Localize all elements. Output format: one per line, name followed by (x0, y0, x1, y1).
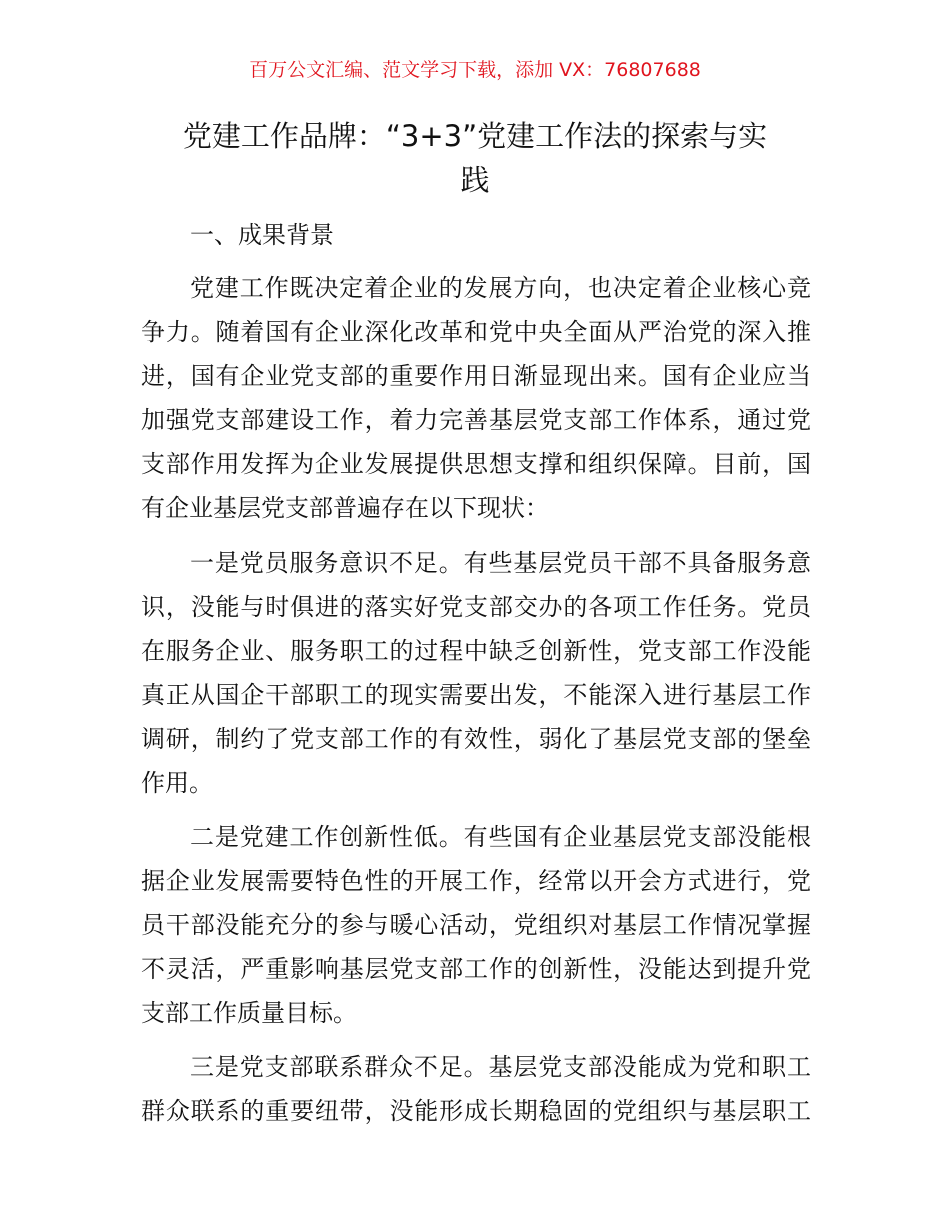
paragraph-1-line-5: 支部作用发挥为企业发展提供思想支撑和组织保障。目前，国 (141, 450, 811, 478)
paragraph-1-line-6: 有企业基层党支部普遍存在以下现状： (141, 494, 549, 522)
paragraph-1-line-2: 争力。随着国有企业深化改革和党中央全面从严治党的深入推 (141, 318, 811, 346)
paragraph-3-line-2: 据企业发展需要特色性的开展工作，经常以开会方式进行，党 (141, 867, 811, 895)
paragraph-2-line-1: 一是党员服务意识不足。有些基层党员干部不具备服务意 (190, 549, 811, 577)
paragraph-1-line-4: 加强党支部建设工作，着力完善基层党支部工作体系，通过党 (141, 406, 811, 434)
paragraph-2-line-4: 真正从国企干部职工的现实需要出发，不能深入进行基层工作 (141, 681, 811, 709)
paragraph-4-line-2: 群众联系的重要纽带，没能形成长期稳固的党组织与基层职工 (141, 1097, 811, 1125)
section-heading: 一、成果背景 (190, 221, 334, 249)
paragraph-3-line-1: 二是党建工作创新性低。有些国有企业基层党支部没能根 (190, 823, 811, 851)
paragraph-1-line-3: 进，国有企业党支部的重要作用日渐显现出来。国有企业应当 (141, 362, 811, 390)
paragraph-4-line-1: 三是党支部联系群众不足。基层党支部没能成为党和职工 (190, 1053, 811, 1081)
document-title-line-1: 党建工作品牌：“3+3”党建工作法的探索与实 (182, 119, 768, 153)
paragraph-2-line-2: 识，没能与时俱进的落实好党支部交办的各项工作任务。党员 (141, 593, 811, 621)
document-title-line-2: 践 (460, 163, 490, 197)
paragraph-2-line-3: 在服务企业、服务职工的过程中缺乏创新性，党支部工作没能 (141, 637, 811, 665)
watermark-banner: 百万公文汇编、范文学习下载，添加 VX：76807688 (249, 59, 701, 81)
paragraph-3-line-5: 支部工作质量目标。 (141, 999, 357, 1027)
paragraph-2-line-6: 作用。 (141, 769, 213, 797)
paragraph-3-line-3: 员干部没能充分的参与暖心活动，党组织对基层工作情况掌握 (141, 911, 811, 939)
paragraph-3-line-4: 不灵活，严重影响基层党支部工作的创新性，没能达到提升党 (141, 955, 811, 983)
paragraph-2-line-5: 调研，制约了党支部工作的有效性，弱化了基层党支部的堡垒 (141, 725, 811, 753)
paragraph-1-line-1: 党建工作既决定着企业的发展方向，也决定着企业核心竞 (190, 274, 811, 302)
